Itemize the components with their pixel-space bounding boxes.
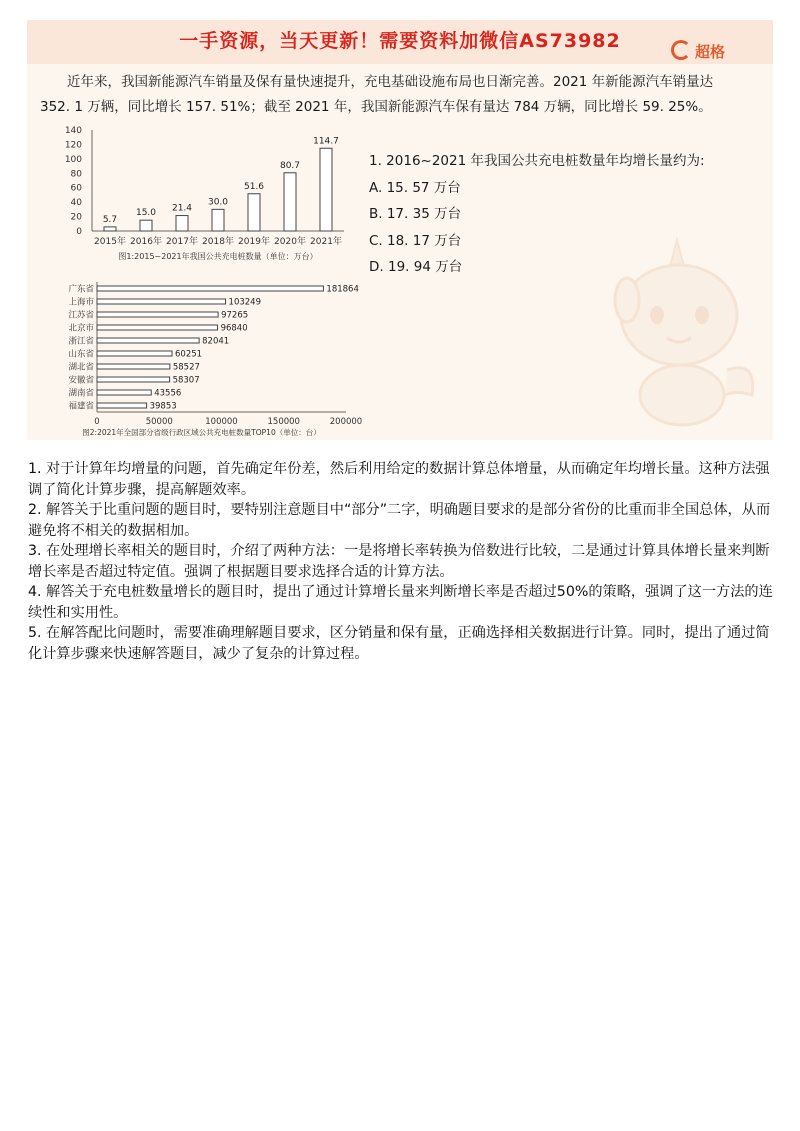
province-charger-bar-chart [32, 278, 372, 436]
bar-value-label: 80.7 [279, 160, 301, 171]
category-label: 广东省 [68, 284, 94, 295]
chart-title: 图1:2015~2021年我国公共充电桩数量（单位：万台） [118, 252, 318, 261]
note-item-5: 5. 在解答配比问题时，需要准确理解题目要求，区分销量和保有量，正确选择相关数据进行计算。同时，提出了通过简化计算步骤来快速解答题目，减少了复杂的计算过程。 [28, 625, 770, 662]
x-tick-label: 100000 [205, 417, 238, 427]
brand-name: 超格 [694, 43, 725, 61]
option-a: A. 15. 57 万台 [369, 179, 461, 196]
bar-value-label: 97265 [221, 310, 249, 321]
option-b: B. 17. 35 万台 [369, 206, 462, 222]
unicorn-mascot-watermark [607, 230, 767, 430]
note-item-4: 4. 解答关于充电桩数量增长的题目时，提出了通过计算增长量来判断增长率是否超过50%的策略，强调了这一方法的连续性和实用性。 [28, 584, 773, 621]
category-label: 北京市 [68, 323, 94, 334]
annual-charger-bar-chart [32, 124, 362, 276]
bar-2016年 [140, 220, 152, 231]
bar-浙江省 [97, 338, 199, 343]
y-tick-label: 120 [64, 140, 82, 151]
note-item-3: 3. 在处理增长率相关的题目时，介绍了两种方法：一是将增长率转换为倍数进行比较，二是通过计算具体增长量来判断增长率是否超过特定值。强调了根据题目要求选择合适的计算方法。 [28, 543, 770, 580]
category-label: 浙江省 [68, 336, 94, 347]
bar-value-label: 39853 [149, 401, 177, 412]
x-tick-label: 50000 [145, 417, 173, 427]
bar-value-label: 58307 [172, 375, 200, 386]
x-tick-label: 2021年 [310, 237, 342, 247]
x-tick-label: 2018年 [202, 237, 234, 247]
bar-value-label: 60251 [175, 349, 203, 360]
x-tick-label: 2019年 [238, 237, 270, 247]
bar-2021年 [320, 148, 332, 231]
bar-value-label: 15.0 [135, 208, 157, 219]
category-label: 安徽省 [68, 375, 94, 386]
bar-value-label: 43556 [154, 388, 182, 399]
y-tick-label: 20 [70, 212, 82, 223]
intro-line-2: 352. 1 万辆，同比增长 157. 51%；截至 2021 年，我国新能源汽车保有量达 784 万辆，同比增长 59. 25%。 [40, 99, 712, 115]
category-label: 湖南省 [68, 388, 94, 399]
bar-2019年 [248, 194, 260, 231]
bar-value-label: 181864 [326, 284, 359, 295]
y-tick-label: 140 [64, 126, 82, 136]
banner-title: 一手资源，当天更新！需要资料加微信AS73982 [179, 30, 621, 52]
bar-2020年 [284, 173, 296, 231]
promo-banner [27, 20, 773, 64]
option-c: C. 18. 17 万台 [369, 232, 462, 249]
y-tick-label: 60 [70, 183, 82, 194]
bar-value-label: 96840 [220, 323, 248, 334]
bar-福建省 [97, 403, 147, 408]
brand-logo [671, 40, 725, 62]
summary-notes [28, 459, 774, 664]
intro-line-1: 近年来，我国新能源汽车销量及保有量快速提升，充电基础设施布局也日渐完善。2021 年新能源汽车销量达 [67, 74, 714, 90]
category-label: 江苏省 [68, 310, 94, 321]
category-label: 上海市 [68, 297, 94, 308]
chart-title: 图2:2021年全国部分省级行政区域公共充电桩数量TOP10（单位：台） [82, 428, 321, 436]
bar-value-label: 82041 [202, 336, 230, 347]
bar-2015年 [104, 227, 116, 231]
y-tick-label: 40 [70, 198, 82, 209]
bar-湖北省 [97, 364, 170, 369]
y-tick-label: 100 [64, 154, 82, 165]
note-item-1: 1. 对于计算年均增量的问题，首先确定年份差，然后利用给定的数据计算总体增量，从而确定年均增长量。这种方法强调了简化计算步骤，提高解题效率。 [28, 461, 770, 498]
category-label: 福建省 [68, 401, 94, 412]
bar-value-label: 103249 [228, 297, 261, 308]
category-label: 山东省 [68, 349, 94, 360]
bar-2017年 [176, 216, 188, 231]
x-tick-label: 0 [94, 417, 100, 427]
bar-value-label: 21.4 [171, 203, 193, 214]
x-tick-label: 200000 [329, 417, 363, 427]
bar-2018年 [212, 209, 224, 231]
bar-value-label: 51.6 [243, 181, 265, 192]
question-card [27, 20, 773, 440]
bar-安徽省 [97, 377, 170, 382]
bar-江苏省 [97, 312, 218, 317]
option-d: D. 19. 94 万台 [369, 259, 463, 275]
y-tick-label: 80 [70, 169, 82, 180]
bar-北京市 [97, 325, 218, 330]
bar-广东省 [97, 286, 323, 291]
x-tick-label: 150000 [267, 417, 300, 427]
note-item-2: 2. 解答关于比重问题的题目时，要特别注意题目中“部分”二字，明确题目要求的是部分省份的比重而非全国总体，从而避免将不相关的数据相加。 [28, 502, 771, 539]
bar-山东省 [97, 351, 172, 356]
intro-paragraph [40, 70, 762, 120]
x-tick-label: 2016年 [130, 237, 162, 247]
bar-上海市 [97, 299, 226, 304]
x-tick-label: 2020年 [274, 237, 306, 247]
x-tick-label: 2017年 [166, 237, 198, 247]
x-tick-label: 2015年 [94, 237, 126, 247]
category-label: 湖北省 [68, 362, 94, 373]
bar-value-label: 58527 [172, 362, 200, 373]
question-stem: 1. 2016~2021 年我国公共充电桩数量年均增长量约为: [369, 153, 705, 169]
brand-g-icon [671, 40, 691, 60]
y-tick-label: 0 [76, 227, 82, 237]
bar-value-label: 5.7 [102, 214, 118, 225]
bar-value-label: 30.0 [207, 197, 229, 208]
bar-value-label: 114.7 [313, 136, 339, 147]
bar-湖南省 [97, 390, 151, 395]
